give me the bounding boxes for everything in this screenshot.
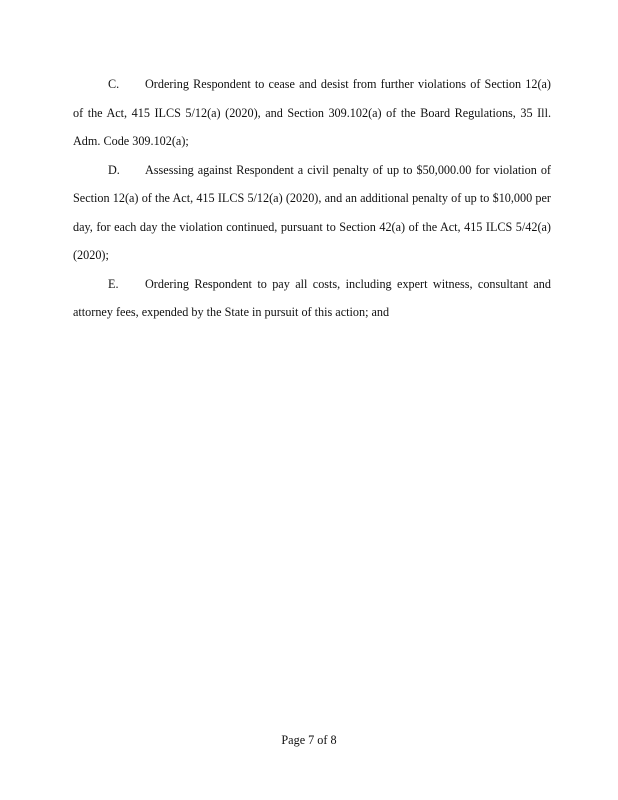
document-body — [73, 70, 551, 327]
paragraph-e-text: Ordering Respondent to pay all costs, including expert witness, consultant and attorney fees, expended by the State in pursuit of this action; and — [73, 276, 551, 319]
paragraph-c — [73, 70, 551, 156]
paragraph-e-letter: E. — [108, 276, 119, 291]
paragraph-d-text: Assessing against Respondent a civil penalty of up to $50,000.00 for violation of Section 12(a) of the Act, 415 ILCS 5/12(a) (2020), and an additional penalty of up to $10,000 per day, for each day the violation continued, pursuant to Section 42(a) of the Act, 415 ILCS 5/42(a) (2020); — [73, 162, 551, 262]
paragraph-d — [73, 156, 551, 270]
paragraph-e — [73, 270, 551, 327]
paragraph-c-text: Ordering Respondent to cease and desist from further violations of Section 12(a) of the Act, 415 ILCS 5/12(a) (2020), and Section 309.102(a) of the Board Regulations, 35 Ill. Adm. Code 309.102(a); — [73, 77, 551, 148]
paragraph-d-letter: D. — [108, 162, 120, 177]
page-number-footer: Page 7 of 8 — [281, 733, 337, 747]
paragraph-c-letter: C. — [108, 77, 120, 91]
